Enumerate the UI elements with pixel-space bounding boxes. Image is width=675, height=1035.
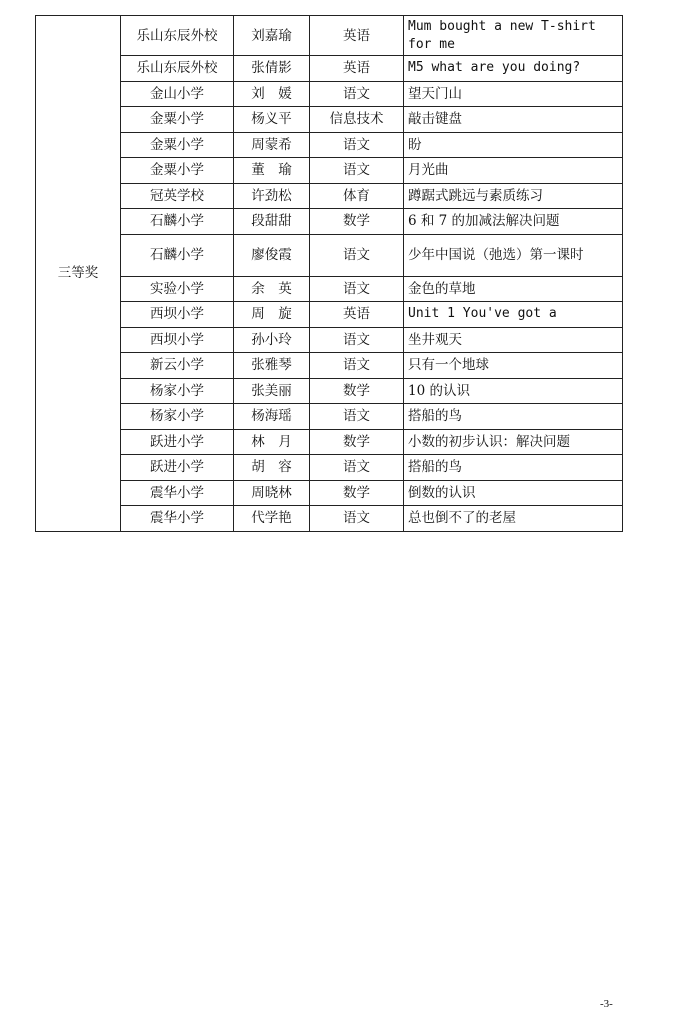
table-row — [36, 480, 623, 506]
school-cell: 震华小学 — [121, 506, 234, 532]
table-row — [36, 404, 623, 430]
table-row — [36, 209, 623, 235]
school-cell: 金粟小学 — [121, 132, 234, 158]
subject-cell: 语文 — [310, 158, 404, 184]
teacher-name-cell: 周晓林 — [234, 480, 310, 506]
subject-cell: 数学 — [310, 209, 404, 235]
lesson-title-cell: 敲击键盘 — [404, 107, 623, 133]
teacher-name-cell: 董 瑜 — [234, 158, 310, 184]
prize-level: 三等奖 — [36, 16, 121, 532]
subject-cell: 英语 — [310, 16, 404, 56]
subject-cell: 语文 — [310, 327, 404, 353]
table-row — [36, 353, 623, 379]
lesson-title-cell: 总也倒不了的老屋 — [404, 506, 623, 532]
teacher-name-cell: 周 旋 — [234, 302, 310, 328]
lesson-title-cell: 金色的草地 — [404, 276, 623, 302]
school-cell: 冠英学校 — [121, 183, 234, 209]
school-cell: 跃进小学 — [121, 429, 234, 455]
subject-cell: 语文 — [310, 404, 404, 430]
lesson-title-cell: 月光曲 — [404, 158, 623, 184]
subject-cell: 语文 — [310, 276, 404, 302]
subject-cell: 英语 — [310, 302, 404, 328]
table-row — [36, 158, 623, 184]
teacher-name-cell: 杨海瑶 — [234, 404, 310, 430]
teacher-name-cell: 胡 容 — [234, 455, 310, 481]
lesson-title-cell: 只有一个地球 — [404, 353, 623, 379]
subject-cell: 数学 — [310, 429, 404, 455]
teacher-name-cell: 廖俊霞 — [234, 234, 310, 276]
school-cell: 西坝小学 — [121, 327, 234, 353]
school-cell: 杨家小学 — [121, 378, 234, 404]
school-cell: 震华小学 — [121, 480, 234, 506]
subject-cell: 语文 — [310, 81, 404, 107]
subject-cell: 语文 — [310, 506, 404, 532]
school-cell: 金粟小学 — [121, 158, 234, 184]
award-table — [35, 15, 623, 532]
teacher-name-cell: 张雅琴 — [234, 353, 310, 379]
table-row — [36, 455, 623, 481]
teacher-name-cell: 代学艳 — [234, 506, 310, 532]
table-row — [36, 183, 623, 209]
lesson-title-cell: 6 和 7 的加减法解决问题 — [404, 209, 623, 235]
table-row — [36, 302, 623, 328]
lesson-title-cell: 10 的认识 — [404, 378, 623, 404]
lesson-title-cell: 盼 — [404, 132, 623, 158]
school-cell: 西坝小学 — [121, 302, 234, 328]
lesson-title-cell: 少年中国说（弛选）第一课时 — [404, 234, 623, 276]
subject-cell: 信息技术 — [310, 107, 404, 133]
table-row — [36, 429, 623, 455]
subject-cell: 语文 — [310, 234, 404, 276]
lesson-title-cell: M5 what are you doing? — [404, 56, 623, 82]
teacher-name-cell: 孙小玲 — [234, 327, 310, 353]
page-number: -3- — [600, 998, 613, 1010]
teacher-name-cell: 张倩影 — [234, 56, 310, 82]
subject-cell: 语文 — [310, 132, 404, 158]
school-cell: 新云小学 — [121, 353, 234, 379]
table-row — [36, 506, 623, 532]
school-cell: 实验小学 — [121, 276, 234, 302]
teacher-name-cell: 余 英 — [234, 276, 310, 302]
table-row — [36, 132, 623, 158]
teacher-name-cell: 张美丽 — [234, 378, 310, 404]
school-cell: 乐山东辰外校 — [121, 56, 234, 82]
lesson-title-cell: 搭船的鸟 — [404, 404, 623, 430]
school-cell: 金粟小学 — [121, 107, 234, 133]
lesson-title-cell: 小数的初步认识：解决问题 — [404, 429, 623, 455]
teacher-name-cell: 刘 媛 — [234, 81, 310, 107]
table-row — [36, 56, 623, 82]
school-cell: 金山小学 — [121, 81, 234, 107]
lesson-title-cell: 蹲踞式跳远与素质练习 — [404, 183, 623, 209]
teacher-name-cell: 段甜甜 — [234, 209, 310, 235]
school-cell: 杨家小学 — [121, 404, 234, 430]
school-cell: 乐山东辰外校 — [121, 16, 234, 56]
subject-cell: 数学 — [310, 378, 404, 404]
school-cell: 石麟小学 — [121, 234, 234, 276]
school-cell: 跃进小学 — [121, 455, 234, 481]
table-row — [36, 327, 623, 353]
lesson-title-cell: 望天门山 — [404, 81, 623, 107]
lesson-title-cell: Mum bought a new T-shirt for me — [404, 16, 623, 56]
subject-cell: 语文 — [310, 455, 404, 481]
table-row — [36, 276, 623, 302]
table-row — [36, 107, 623, 133]
table-row — [36, 16, 623, 56]
subject-cell: 体育 — [310, 183, 404, 209]
subject-cell: 数学 — [310, 480, 404, 506]
lesson-title-cell: 倒数的认识 — [404, 480, 623, 506]
lesson-title-cell: 坐井观天 — [404, 327, 623, 353]
school-cell: 石麟小学 — [121, 209, 234, 235]
table-row — [36, 378, 623, 404]
teacher-name-cell: 刘嘉瑜 — [234, 16, 310, 56]
lesson-title-cell: Unit 1 You've got a — [404, 302, 623, 328]
subject-cell: 英语 — [310, 56, 404, 82]
teacher-name-cell: 许劲松 — [234, 183, 310, 209]
lesson-title-cell: 搭船的鸟 — [404, 455, 623, 481]
table-row — [36, 234, 623, 276]
teacher-name-cell: 杨义平 — [234, 107, 310, 133]
subject-cell: 语文 — [310, 353, 404, 379]
teacher-name-cell: 周蒙希 — [234, 132, 310, 158]
table-row — [36, 81, 623, 107]
teacher-name-cell: 林 月 — [234, 429, 310, 455]
